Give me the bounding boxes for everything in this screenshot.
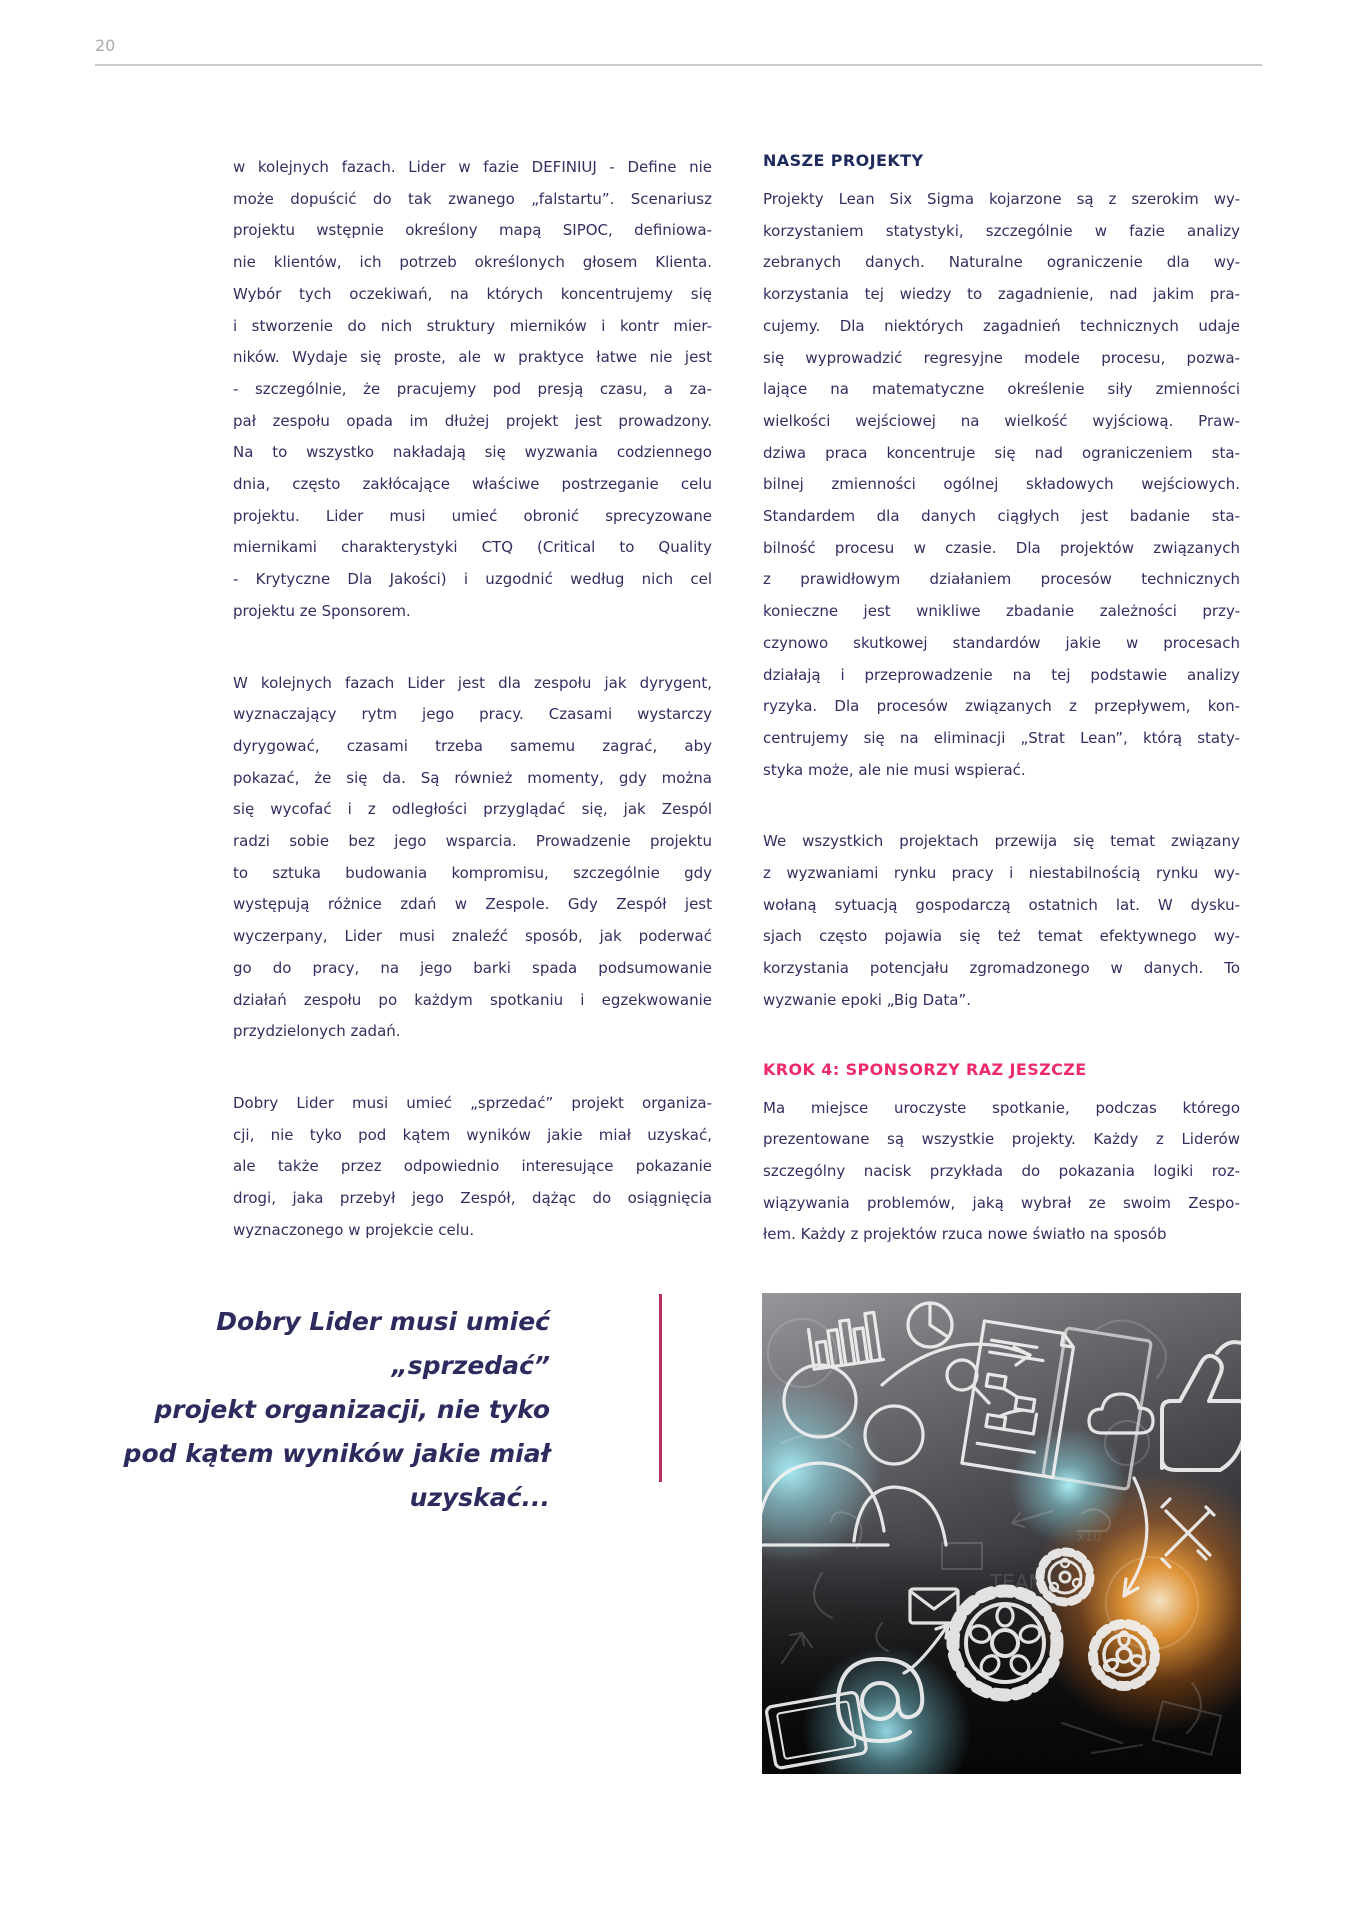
text-line: korzystania tej wiedzy to zagadnienie, nad jakim pra- xyxy=(763,285,1240,304)
text-line: prezentowane są wszystkie projekty. Każdy z Liderów xyxy=(763,1130,1240,1149)
text-line: wielkości wejściowej na wielkość wyjściową. Praw- xyxy=(763,411,1240,430)
arrow-arc-icon xyxy=(1124,1478,1147,1596)
page-number: 20 xyxy=(95,36,116,55)
text-line: bilnej zmienności ogólnej składowych wejściowych. xyxy=(763,475,1240,494)
thumbs-up-icon xyxy=(1162,1342,1241,1470)
envelope-icon xyxy=(910,1589,958,1623)
text-line: ników. Wydaje się proste, ale w praktyce łatwe nie jest xyxy=(233,348,712,367)
text-line: korzystaniem statystyki, szczególnie w fazie analizy xyxy=(763,221,1240,240)
text-line: radzi sobie bez jego wsparcia. Prowadzenie projektu xyxy=(233,832,712,851)
text-line: bilność procesu w czasie. Dla projektów związanych xyxy=(763,538,1240,557)
small-gear-icon xyxy=(1093,1624,1155,1686)
person-group-icon xyxy=(762,1365,946,1545)
pull-quote xyxy=(80,1300,550,1520)
bar-chart-icon xyxy=(807,1312,883,1369)
text-line: projektu ze Sponsorem. xyxy=(233,601,411,620)
paragraph xyxy=(763,184,1240,786)
text-line: się wyprowadzić regresyjne modele procesu, pozwa- xyxy=(763,348,1240,367)
crossed-tools-icon xyxy=(1162,1499,1214,1567)
text-line: pał zespołu opada im dłużej projekt jest prowadzony. xyxy=(233,411,712,430)
text-line: ale także przez odpowiednio interesujące pokazanie xyxy=(233,1157,712,1176)
paragraph xyxy=(233,152,712,628)
quote-divider-rule xyxy=(659,1294,662,1482)
text-line: z prawidłowym działaniem procesów technicznych xyxy=(763,570,1240,589)
text-line: sjach często pojawia się też temat efektywnego wy- xyxy=(763,927,1240,946)
section-heading: KROK 4: SPONSORZY RAZ JESZCZE xyxy=(763,1059,1087,1079)
text-line: drogi, jaka przebył jego Zespół, dążąc do osiągnięcia xyxy=(233,1189,712,1208)
text-line: korzystania potencjału zgromadzonego w danych. To xyxy=(763,959,1240,978)
pull-quote-line: Dobry Lider musi umieć „sprzedać” xyxy=(216,1307,550,1380)
text-line: wołaną sytuacją gospodarczą ostatnich lat. W dysku- xyxy=(763,895,1240,914)
header-rule xyxy=(95,64,1262,66)
team-label: TEAM xyxy=(990,1570,1046,1594)
left-column xyxy=(233,152,712,1287)
text-line: dnia, często zakłócające właściwe postrzeganie celu xyxy=(233,475,712,494)
text-line: działań zespołu po każdym spotkaniu i egzekwowanie xyxy=(233,990,712,1009)
text-line: i stworzenie do nich struktury mierników i kontr mier- xyxy=(233,316,712,335)
text-line: dziwa praca koncentruje się nad ograniczeniem sta- xyxy=(763,443,1240,462)
text-line: projektu. Lider musi umieć obronić sprecyzowane xyxy=(233,506,712,525)
text-line: ryzyka. Dla procesów związanych z przepływem, kon- xyxy=(763,697,1240,716)
text-line: go do pracy, na jego barki spada podsumowanie xyxy=(233,958,712,977)
text-line: z wyzwaniami rynku pracy i niestabilnością rynku wy- xyxy=(763,864,1240,883)
small-gear-icon xyxy=(1040,1552,1090,1602)
pull-quote-line: projekt organizacji, nie tyko xyxy=(154,1395,550,1424)
text-line: nie klientów, ich potrzeb określonych głosem Klienta. xyxy=(233,253,712,272)
text-line: miernikami charakterystyki CTQ (Critical to Quality xyxy=(233,538,712,557)
text-line: Standardem dla danych ciągłych jest badanie sta- xyxy=(763,507,1240,526)
paragraph xyxy=(233,668,712,1048)
text-line: - Krytyczne Dla Jakości) i uzgodnić według nich cel xyxy=(233,570,712,589)
text-line: wiązywania problemów, jaką wybrał ze swoim Zespo- xyxy=(763,1193,1240,1212)
gear-icon xyxy=(953,1591,1057,1695)
text-line: styka może, ale nie musi wspierać. xyxy=(763,760,1026,779)
text-line: Wybór tych oczekiwań, na których koncentrujemy się xyxy=(233,284,712,303)
text-line: wyznaczonego w projekcie celu. xyxy=(233,1220,475,1239)
pie-chart-icon xyxy=(908,1303,952,1347)
paragraph xyxy=(763,826,1240,1016)
text-line: łem. Każdy z projektów rzuca nowe światło na sposób xyxy=(763,1225,1167,1244)
text-line: zebranych danych. Naturalne ograniczenie dla wy- xyxy=(763,253,1240,272)
arrow-arc-icon xyxy=(882,1344,1030,1385)
right-column xyxy=(763,148,1240,1291)
text-line: to sztuka budowania kompromisu, szczególnie gdy xyxy=(233,863,712,882)
pull-quote-line: pod kątem wyników jakie miał xyxy=(123,1439,550,1468)
text-line: cujemy. Dla niektórych zagadnień technicznych udaje xyxy=(763,316,1240,335)
text-line: przydzielonych zadań. xyxy=(233,1022,401,1041)
text-line: wyzwanie epoki „Big Data”. xyxy=(763,990,972,1009)
text-line: czynowo skutkowej standardów jakie w procesach xyxy=(763,633,1240,652)
text-line: w kolejnych fazach. Lider w fazie DEFINIUJ - Define nie xyxy=(233,158,712,176)
text-line: Dobry Lider musi umieć „sprzedać” projekt organiza- xyxy=(233,1093,712,1112)
text-line: Na to wszystko nakładają się wyzwania codziennego xyxy=(233,443,712,462)
text-line: działają i przeprowadzenie na tej podstawie analizy xyxy=(763,665,1240,684)
text-line: konieczne jest wnikliwe zbadanie zależności przy- xyxy=(763,602,1240,621)
tablet-icon xyxy=(766,1692,867,1769)
text-line: pokazać, że się da. Są również momenty, gdy można xyxy=(233,768,712,787)
text-line: wyczerpany, Lider musi znaleźć sposób, jak poderwać xyxy=(233,927,712,946)
text-line: projektu wstępnie określony mapą SIPOC, definiowa- xyxy=(233,221,712,240)
section-heading: NASZE PROJEKTY xyxy=(763,151,924,170)
pull-quote-line: uzyskać... xyxy=(409,1483,550,1512)
lean-six-sigma-illustration xyxy=(762,1293,1241,1774)
text-line: występują różnice zdań w Zespole. Gdy Zespół jest xyxy=(233,895,712,914)
text-line: wyznaczający rytm jego pracy. Czasami wystarczy xyxy=(233,705,712,724)
text-line: się wycofać i z odległości przyglądać się, jak Zespól xyxy=(233,800,712,819)
text-line: lające na matematyczne określenie siły zmienności xyxy=(763,380,1240,399)
text-line: szczególny nacisk przykłada do pokazania logiki roz- xyxy=(763,1161,1240,1180)
svg-text:x10: x10 xyxy=(1077,1530,1102,1545)
text-line: może dopuścić do tak zwanego „falstartu”. Scenariusz xyxy=(233,189,712,208)
text-line: cji, nie tyko pod kątem wyników jakie miał uzyskać, xyxy=(233,1125,712,1144)
text-line: Projekty Lean Six Sigma kojarzone są z szerokim wy- xyxy=(763,190,1240,208)
text-line: Ma miejsce uroczyste spotkanie, podczas którego xyxy=(763,1098,1240,1117)
text-line: We wszystkich projektach przewija się temat związany xyxy=(763,832,1240,851)
paragraph xyxy=(763,1093,1240,1252)
text-line: dyrygować, czasami trzeba samemu zagrać, aby xyxy=(233,736,712,755)
text-line: centrujemy się na eliminacji „Strat Lean”, którą staty- xyxy=(763,728,1240,747)
magnifier-icon xyxy=(947,1360,989,1403)
text-line: - szczególnie, że pracujemy pod presją czasu, a za- xyxy=(233,379,712,398)
text-line: W kolejnych fazach Lider jest dla zespołu jak dyrygent, xyxy=(233,673,712,692)
paragraph xyxy=(233,1088,712,1247)
